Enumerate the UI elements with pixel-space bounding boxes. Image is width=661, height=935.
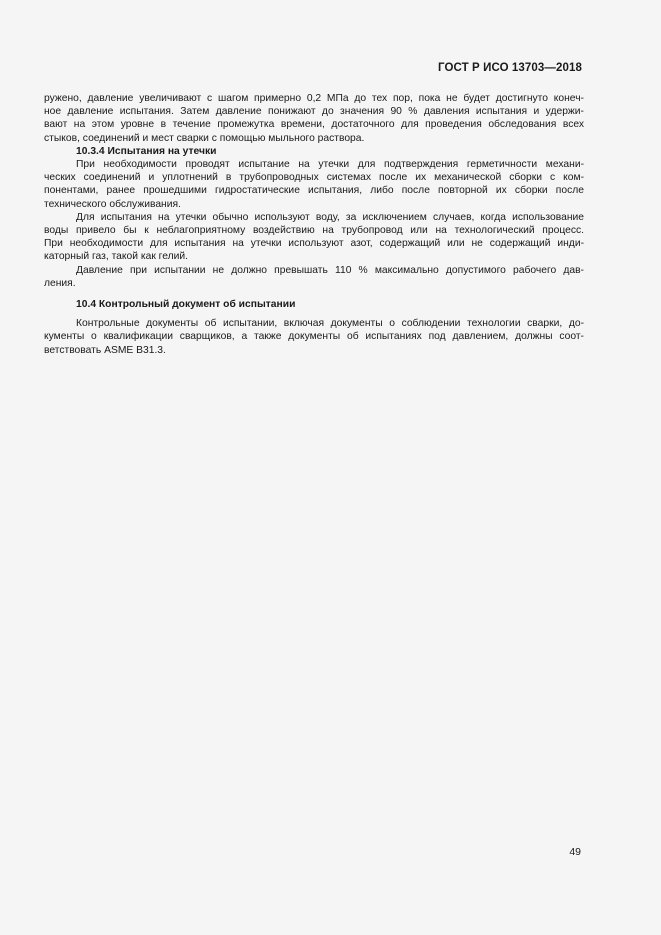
section-heading-10-3-4: 10.3.4 Испытания на утечки <box>76 145 217 157</box>
section-heading-10-4: 10.4 Контрольный документ об испытании <box>76 299 296 311</box>
paragraph-test-records <box>44 317 584 357</box>
text-line: Контрольные документы об испытании, включая документы о соблюдении технологии сварки, до- <box>76 318 584 330</box>
text-line: ное давление испытания. Затем давление понижают до значения 90 % давления испытания и удержи- <box>44 106 584 118</box>
text-line: вают на этом уровне в течение промежутка времени, достаточного для проведения обследования всех <box>44 119 584 131</box>
paragraph-leak-test-purpose <box>44 158 584 211</box>
text-line: кументы о квалификации сварщиков, а также документы об испытаниях под давлением, должны соот- <box>44 331 584 343</box>
text-line: ружено, давление увеличивают с шагом примерно 0,2 МПа до тех пор, пока не будет достигнуто конеч- <box>44 93 584 104</box>
text-line: ческих соединений и уплотнений в трубопроводных системах после их механической сборки с ком- <box>44 172 584 184</box>
text-line: воды привело бы к неблагоприятному воздействию на трубопровод или на технологический процесс. <box>44 225 584 237</box>
text-line: ления. <box>44 277 76 289</box>
text-line: понентами, ранее прошедшими гидростатические испытания, либо после повторной их сборки после <box>44 185 584 197</box>
text-line: Для испытания на утечки обычно используют воду, за исключением случаев, когда использование <box>76 211 584 223</box>
text-line: каторный газ, такой как гелий. <box>44 251 188 263</box>
text-line: При необходимости для испытания на утечки используют азот, содержащий или не содержащий инди- <box>44 238 584 250</box>
paragraph-leak-test-medium <box>44 211 584 264</box>
document-header-id: ГОСТ Р ИСО 13703—2018 <box>437 62 582 74</box>
text-line: технического обслуживания. <box>44 198 181 210</box>
paragraph-pressure-test-continuation <box>44 92 584 145</box>
paragraph-leak-test-pressure <box>44 264 584 290</box>
text-line: стыков, соединений и мест сварки с помощью мыльного раствора. <box>44 132 365 144</box>
text-line: При необходимости проводят испытание на утечки для подтверждения герметичности механи- <box>76 159 584 171</box>
text-line: ветствовать ASME B31.3. <box>44 344 166 356</box>
document-body <box>44 92 584 357</box>
text-line: Давление при испытании не должно превышать 110 % максимально допустимого рабочего дав- <box>76 264 584 276</box>
page-number: 49 <box>569 846 581 858</box>
